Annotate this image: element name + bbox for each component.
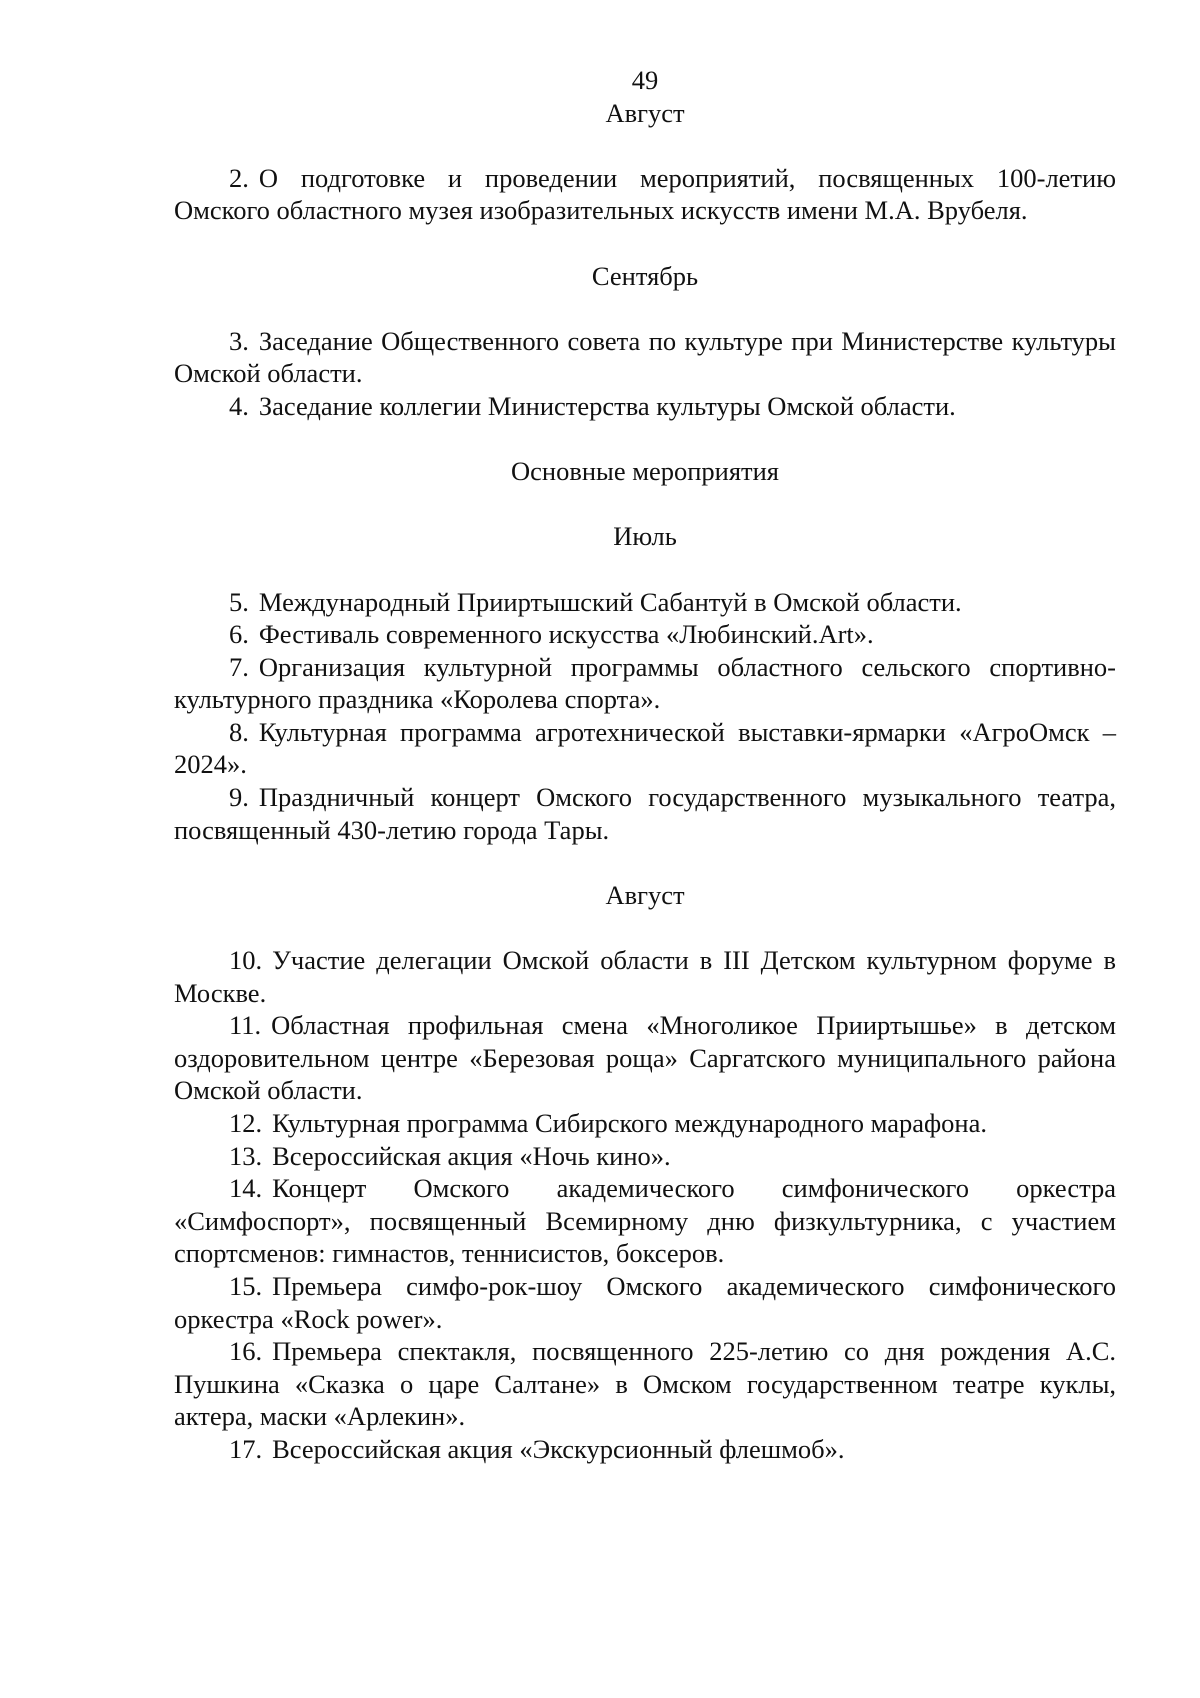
item-text: Концерт Омского академического симфонического оркестра «Симфоспорт», посвященный Всемирному дню физкультурника, с участием спортсменов: гимнастов, теннисистов, боксеров. [174,1173,1116,1269]
item-text: Заседание коллегии Министерства культуры Омской области. [258,390,956,421]
list-item-10 [174,944,1116,1009]
item-text: Международный Прииртышский Сабантуй в Омской области. [258,586,962,617]
item-text: Организация культурной программы областного сельского спортивно-культурного праздника «Королева спорта». [174,651,1116,715]
item-number: 4. [229,390,249,421]
list-item-16 [174,1335,1116,1433]
list-item-6 [174,618,1116,651]
item-text: Всероссийская акция «Ночь кино». [272,1140,671,1171]
section-heading-august-2: Август [605,879,685,910]
item-text: Участие делегации Омской области в III Детском культурном форуме в Москве. [174,945,1116,1008]
section-heading-august-1: Август [605,97,685,128]
list-item-17 [174,1433,1116,1466]
item-number: 17. [229,1433,263,1464]
document-page [174,64,1116,1466]
item-text: Заседание Общественного совета по культуре при Министерстве культуры Омской области. [174,325,1116,389]
list-item-13 [174,1140,1116,1173]
item-number: 15. [229,1270,263,1301]
section-heading-september: Сентябрь [591,260,699,291]
item-number: 2. [229,162,249,193]
item-text: Культурная программа Сибирского международного марафона. [272,1108,987,1138]
item-text: Всероссийская акция «Экскурсионный флешмоб». [272,1433,845,1464]
item-number: 10. [229,945,263,976]
list-item-3 [174,325,1116,390]
item-number: 9. [229,782,249,813]
list-item-5 [174,586,1116,619]
item-number: 12. [229,1108,263,1138]
list-item-15 [174,1270,1116,1335]
list-item-11 [174,1009,1116,1107]
page-number: 49 [631,65,659,95]
list-item-7 [174,651,1116,716]
list-item-4 [174,390,1116,423]
list-item-12 [174,1107,1116,1140]
item-text: Праздничный концерт Омского государственного музыкального театра, посвященный 430-летию города Тары. [174,782,1116,845]
item-number: 14. [229,1173,263,1204]
item-number: 5. [229,586,249,617]
item-number: 6. [229,619,249,650]
item-text: Премьера спектакля, посвященного 225-летию со дня рождения А.С. Пушкина «Сказка о царе Салтане» в Омском государственном театре куклы, актера, маски «Арлекин». [174,1336,1116,1432]
item-text: Премьера симфо-рок-шоу Омского академического симфонического оркестра «Rock power». [174,1270,1116,1334]
item-text: О подготовке и проведении мероприятий, посвященных 100-летию Омского областного музея изобразительных искусств имени М.А. Врубеля. [174,162,1116,226]
item-text: Фестиваль современного искусства «Любинский.Art». [258,619,874,650]
section-heading-main-events: Основные мероприятия [510,456,779,487]
list-item-14 [174,1172,1116,1270]
item-text: Культурная программа агротехнической выставки-ярмарки «АгроОмск – 2024». [174,716,1116,780]
list-item-9 [174,781,1116,846]
list-item-2 [174,162,1116,227]
item-number: 8. [229,716,249,747]
item-number: 13. [229,1140,263,1171]
item-text: Областная профильная смена «Многоликое Прииртышье» в детском оздоровительном центре «Березовая роща» Саргатского муниципального района Омской области. [174,1010,1116,1106]
item-number: 11. [229,1010,262,1041]
list-item-8 [174,716,1116,781]
item-number: 16. [229,1336,263,1367]
item-number: 7. [229,651,249,682]
item-number: 3. [229,325,249,356]
section-heading-july: Июль [613,521,677,552]
